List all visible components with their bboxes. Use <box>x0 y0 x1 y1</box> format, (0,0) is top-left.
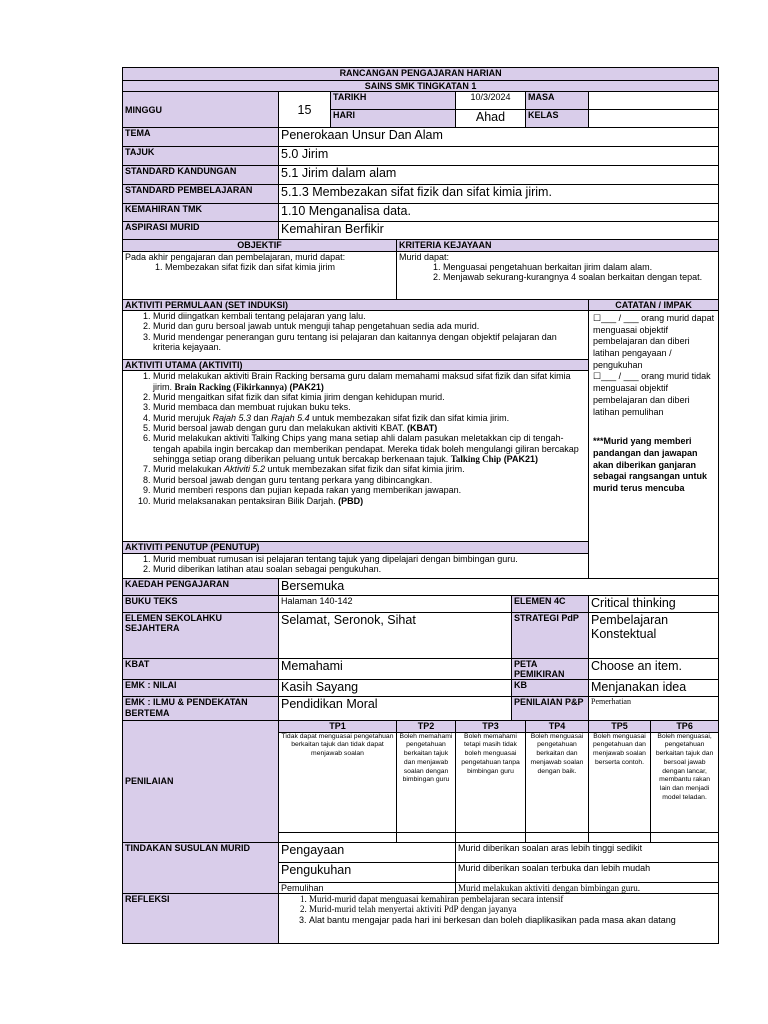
doc-title: RANCANGAN PENGAJARAN HARIAN <box>123 68 719 81</box>
tp-header: TP5 <box>589 721 651 732</box>
kb-value: Menjanakan idea <box>589 680 719 697</box>
catatan-content <box>589 311 719 579</box>
tp-desc: Boleh menguasai pengetahuan dan menjawab soalan berserta contoh. <box>589 732 651 832</box>
tp-mark-cell[interactable] <box>279 832 397 842</box>
refleksi-item: 2. Murid-murid telah menyertai aktiviti PdP dengan jayanya <box>309 904 716 914</box>
aspirasi-value: Kemahiran Berfikir <box>279 222 719 240</box>
utama-item: 6. Murid melakukan aktiviti Talking Chips yang mana setiap ahli dalam pasukan meletakkan cip di tengah-tengah apabila ingin bercakap dan memberikan pendapat. Mereka tidak boleh mengulangi giliran bercakap sehingga setiap orang diberikan peluang untuk bercakap berkenaan tajuk. Talking Chip (PAK21) <box>153 433 586 464</box>
aspirasi-label: ASPIRASI MURID <box>123 222 279 240</box>
hari-value: Ahad <box>456 110 526 128</box>
refleksi-item: 1. Murid-murid dapat menguasai kemahiran pembelajaran secara intensif <box>309 894 716 904</box>
minggu-value: 15 <box>279 92 331 128</box>
kbat-label: KBAT <box>123 658 279 680</box>
elemen4c-value: Critical thinking <box>589 595 719 612</box>
catatan-note-2: ☐___ / ___ orang murid tidak menguasai objektif pembelajaran dan diberi latihan pemulihan <box>593 371 711 417</box>
penutup-item: 2. Murid diberikan latihan atau soalan sebagai pengukuhan. <box>153 564 586 574</box>
permulaan-item: 2. Murid dan guru bersoal jawab untuk menguji tahap pengetahuan sedia ada murid. <box>153 321 586 331</box>
kriteria-item: 1. Menguasai pengetahuan berkaitan jirim dalam alam. <box>443 262 716 272</box>
peta-label: PETA PEMIKIRAN <box>512 658 589 680</box>
masa-label: MASA <box>526 92 589 110</box>
sejahtera-label: ELEMEN SEKOLAHKU SEJAHTERA <box>123 612 279 658</box>
kelas-value <box>589 110 719 128</box>
tmk-label: KEMAHIRAN TMK <box>123 204 279 222</box>
tp-header: TP1 <box>279 721 397 732</box>
objektif-content <box>123 251 397 299</box>
susulan-type: Pengayaan <box>279 842 456 862</box>
catatan-note-3: ***Murid yang memberi pandangan dan jawapan akan diberikan ganjaran sebagai rangsangan untuk murid terus mencuba <box>593 436 708 493</box>
susulan-desc: Murid diberikan soalan aras lebih tinggi sedikit <box>456 842 719 862</box>
tp-mark-cell[interactable] <box>589 832 651 842</box>
tp-header: TP4 <box>526 721 589 732</box>
permulaan-label: AKTIVITI PERMULAAN (SET INDUKSI) <box>123 299 589 310</box>
tarikh-value: 10/3/2024 <box>456 92 526 110</box>
nilai-value: Kasih Sayang <box>279 680 512 697</box>
tp-header: TP2 <box>397 721 456 732</box>
tp-desc: Tidak dapat menguasai pengetahuan berkaitan tajuk dan tidak dapat menjawab soalan <box>279 732 397 832</box>
sk-label: STANDARD KANDUNGAN <box>123 166 279 185</box>
kelas-label: KELAS <box>526 110 589 128</box>
susulan-type: Pemulihan <box>279 882 456 893</box>
rph-document <box>122 67 718 944</box>
utama-item: 1. Murid melakukan aktiviti Brain Racking bersama guru dalam memahami maksud sifat fizik dan sifat kimia jirim. Brain Racking (Fikirkannya) (PAK21) <box>153 371 586 392</box>
tp-mark-cell[interactable] <box>651 832 719 842</box>
sejahtera-value: Selamat, Seronok, Sihat <box>279 612 512 658</box>
doc-subtitle: SAINS SMK TINGKATAN 1 <box>123 81 719 92</box>
penutup-item: 1. Murid membuat rumusan isi pelajaran tentang tajuk yang dipelajari dengan bimbingan guru. <box>153 554 586 564</box>
kriteria-item: 2. Menjawab sekurang-kurangnya 4 soalan berkaitan dengan tepat. <box>443 272 716 282</box>
catatan-label: CATATAN / IMPAK <box>589 299 719 310</box>
kbat-value: Memahami <box>279 658 512 680</box>
tajuk-label: TAJUK <box>123 147 279 166</box>
refleksi-content <box>279 894 719 944</box>
ilmu-value: Pendidikan Moral <box>279 697 512 721</box>
tema-label: TEMA <box>123 128 279 147</box>
penutup-content <box>123 553 589 578</box>
objektif-intro: Pada akhir pengajaran dan pembelajaran, murid dapat: <box>125 251 346 262</box>
utama-item: 4. Murid merujuk Rajah 5.3 dan Rajah 5.4 untuk membezakan sifat fizik dan sifat kimia jirim. <box>153 413 586 423</box>
utama-item: 5. Murid bersoal jawab dengan guru dan melakukan aktiviti KBAT. (KBAT) <box>153 423 586 433</box>
susulan-desc: Murid diberikan soalan terbuka dan lebih mudah <box>456 862 719 882</box>
masa-value <box>589 92 719 110</box>
susulan-desc: Murid melakukan aktiviti dengan bimbingan guru. <box>456 882 719 893</box>
kaedah-label: KAEDAH PENGAJARAN <box>123 578 279 595</box>
tp-desc: Boleh memahami pengetahuan berkaitan tajuk dan menjawab soalan dengan bimbingan guru <box>397 732 456 832</box>
susulan-label: TINDAKAN SUSULAN MURID <box>123 842 279 893</box>
kb-label: KB <box>512 680 589 697</box>
buku-label: BUKU TEKS <box>123 595 279 612</box>
permulaan-content <box>123 311 589 360</box>
kriteria-content <box>397 251 719 299</box>
kriteria-intro: Murid dapat: <box>399 251 450 262</box>
refleksi-label: REFLEKSI <box>123 894 279 944</box>
peta-value: Choose an item. <box>589 658 719 680</box>
utama-item: 2. Murid mengaitkan sifat fizik dan sifat kimia jirim dengan kehidupan murid. <box>153 392 586 402</box>
nilai-label: EMK : NILAI <box>123 680 279 697</box>
ilmu-label: EMK : ILMU & PENDEKATAN BERTEMA <box>123 697 279 721</box>
tp-header: TP3 <box>456 721 526 732</box>
utama-item: 3. Murid membaca dan membuat rujukan buku teks. <box>153 402 586 412</box>
rph-table <box>122 67 719 944</box>
utama-content <box>123 371 589 542</box>
refleksi-item: 3. Alat bantu mengajar pada hari ini berkesan dan boleh diaplikasikan pada masa akan datang <box>309 915 716 925</box>
sk-value: 5.1 Jirim dalam alam <box>279 166 719 185</box>
penilaian-pp-label: PENILAIAN P&P <box>512 697 589 721</box>
tp-desc: Boleh menguasai pengetahuan berkaitan dan menjawab soalan dengan baik. <box>526 732 589 832</box>
tp-mark-cell[interactable] <box>397 832 456 842</box>
kriteria-label: KRITERIA KEJAYAAN <box>397 240 719 251</box>
tp-desc: Boleh menguasai, pengetahuan berkaitan tajuk dan bersoal jawab dengan lancar, membantu rakan lain dan menjadi model teladan. <box>651 732 719 832</box>
penutup-label: AKTIVITI PENUTUP (PENUTUP) <box>123 542 589 553</box>
penilaian-pp-value: Pemerhatian <box>589 697 719 721</box>
buku-value: Halaman 140-142 <box>279 595 512 612</box>
utama-item: 10. Murid melaksanakan pentaksiran Bilik Darjah. (PBD) <box>153 496 586 506</box>
kaedah-value: Bersemuka <box>279 578 719 595</box>
penilaian-label: PENILAIAN <box>123 721 279 842</box>
utama-label: AKTIVITI UTAMA (AKTIVITI) <box>123 360 589 371</box>
minggu-label: MINGGU <box>123 92 279 128</box>
sp-label: STANDARD PEMBELAJARAN <box>123 185 279 204</box>
sp-value: 5.1.3 Membezakan sifat fizik dan sifat kimia jirim. <box>279 185 719 204</box>
hari-label: HARI <box>331 110 456 128</box>
utama-item: 8. Murid bersoal jawab dengan guru tentang perkara yang dibincangkan. <box>153 475 586 485</box>
strategi-value: Pembelajaran Konstektual <box>589 612 719 658</box>
tarikh-label: TARIKH <box>331 92 456 110</box>
tajuk-value: 5.0 Jirim <box>279 147 719 166</box>
tp-desc: Boleh memahami tetapi masih tidak boleh menguasai pengetahuan tanpa bimbingan guru <box>456 732 526 832</box>
susulan-type: Pengukuhan <box>279 862 456 882</box>
tp-header: TP6 <box>651 721 719 732</box>
objektif-item: 1. Membezakan sifat fizik dan sifat kimia jirim <box>165 262 394 272</box>
tp-mark-cell[interactable] <box>526 832 589 842</box>
elemen4c-label: ELEMEN 4C <box>512 595 589 612</box>
utama-item: 9. Murid memberi respons dan pujian kepada rakan yang memberikan jawapan. <box>153 485 586 495</box>
permulaan-item: 1. Murid diingatkan kembali tentang pelajaran yang lalu. <box>153 311 586 321</box>
objektif-label: OBJEKTIF <box>123 240 397 251</box>
tp-mark-cell[interactable] <box>456 832 526 842</box>
strategi-label: STRATEGI PdP <box>512 612 589 658</box>
catatan-note-1: ☐___ / ___ orang murid dapat menguasai objektif pembelajaran dan diberi latihan pengayaan / pengukuhan <box>593 313 715 370</box>
tmk-value: 1.10 Menganalisa data. <box>279 204 719 222</box>
permulaan-item: 3. Murid mendengar penerangan guru tentang isi pelajaran dan kaitannya dengan objektif pelajaran dan kriteria kejayaan. <box>153 332 586 353</box>
utama-item: 7. Murid melakukan Aktiviti 5.2 untuk membezakan sifat fizik dan sifat kimia jirim. <box>153 464 586 474</box>
tema-value: Penerokaan Unsur Dan Alam <box>279 128 719 147</box>
